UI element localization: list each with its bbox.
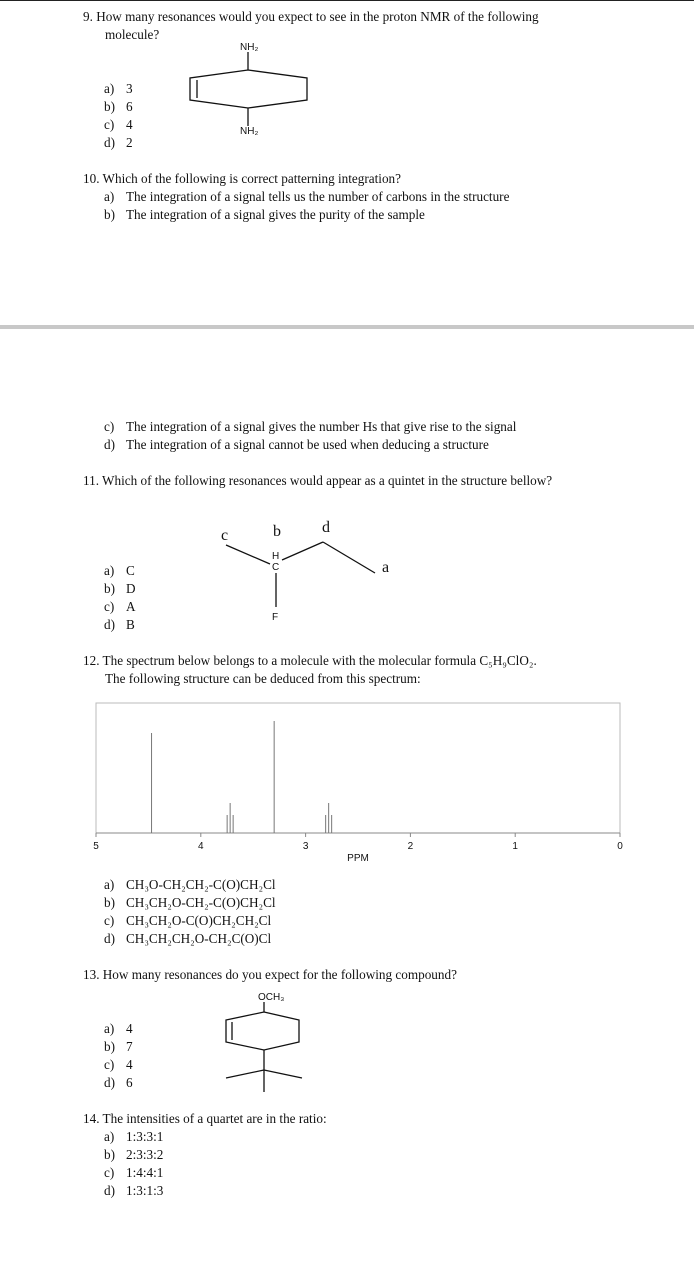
option-text: CH₃CH₂O-C(O)CH₂CH₂Cl bbox=[126, 913, 272, 928]
option-label: a) bbox=[104, 1021, 115, 1036]
q9-option-c[interactable] bbox=[104, 116, 133, 133]
option-label: d) bbox=[104, 437, 115, 452]
option-label: d) bbox=[104, 617, 115, 632]
option-label: c) bbox=[104, 599, 115, 614]
option-label: a) bbox=[104, 189, 115, 204]
option-text: 6 bbox=[126, 99, 133, 114]
q11-option-c[interactable] bbox=[104, 598, 136, 615]
option-text: 1:3:3:1 bbox=[126, 1129, 164, 1144]
q13-option-c[interactable] bbox=[104, 1056, 133, 1073]
option-text: B bbox=[126, 617, 135, 632]
option-text: 4 bbox=[126, 117, 133, 132]
option-text: 1:3:1:3 bbox=[126, 1183, 164, 1198]
q10-option-a[interactable] bbox=[104, 188, 509, 205]
option-text: CH₃O-CH₂CH₂-C(O)CH₂Cl bbox=[126, 877, 276, 892]
option-label: d) bbox=[104, 1075, 115, 1090]
q11-option-b[interactable] bbox=[104, 580, 136, 597]
q14-option-b[interactable] bbox=[104, 1146, 163, 1163]
question-13-text: 13. How many resonances do you expect for the following compound? bbox=[83, 967, 457, 982]
option-text: C bbox=[126, 563, 135, 578]
q9-option-a[interactable] bbox=[104, 80, 133, 97]
option-text: A bbox=[126, 599, 136, 614]
nmr-spectrum-chart bbox=[90, 700, 630, 870]
q12-option-b[interactable] bbox=[104, 894, 276, 911]
option-label: b) bbox=[104, 207, 115, 222]
q11-option-d[interactable] bbox=[104, 616, 135, 633]
q10-option-b[interactable] bbox=[104, 206, 425, 223]
option-label: c) bbox=[104, 1057, 115, 1072]
q9-option-d[interactable] bbox=[104, 134, 133, 151]
option-label: c) bbox=[104, 419, 115, 434]
x-axis-label: PPM bbox=[347, 853, 369, 864]
option-text: CH₃CH₂O-CH₂-C(O)CH₂Cl bbox=[126, 895, 276, 910]
och3-label: OCH₃ bbox=[258, 992, 285, 1003]
option-label: c) bbox=[104, 913, 115, 928]
label-f: F bbox=[272, 612, 279, 623]
spectrum-frame bbox=[96, 703, 620, 833]
q14-option-d[interactable] bbox=[104, 1182, 163, 1199]
x-tick-label: 5 bbox=[93, 841, 99, 852]
x-tick-label: 1 bbox=[512, 841, 518, 852]
option-label: a) bbox=[104, 877, 115, 892]
option-text: 1:4:4:1 bbox=[126, 1165, 164, 1180]
x-tick-label: 2 bbox=[407, 841, 414, 852]
option-text: 2 bbox=[126, 135, 133, 150]
option-label: b) bbox=[104, 1039, 115, 1054]
option-label: d) bbox=[104, 135, 115, 150]
option-text: 6 bbox=[126, 1075, 133, 1090]
q10-option-d[interactable] bbox=[104, 436, 489, 453]
option-text: The integration of a signal gives the number Hs that give rise to the signal bbox=[126, 419, 517, 434]
q12-option-a[interactable] bbox=[104, 876, 276, 893]
option-label: c) bbox=[104, 117, 115, 132]
top-border bbox=[0, 0, 694, 1]
option-label: b) bbox=[104, 99, 115, 114]
x-tick-label: 0 bbox=[617, 841, 623, 852]
label-b: b bbox=[273, 523, 281, 540]
q13-option-d[interactable] bbox=[104, 1074, 133, 1091]
option-text: 3 bbox=[126, 81, 133, 96]
option-label: a) bbox=[104, 1129, 115, 1144]
option-text: 4 bbox=[126, 1057, 133, 1072]
option-text: The integration of a signal cannot be used when deducing a structure bbox=[126, 437, 489, 452]
option-label: b) bbox=[104, 581, 115, 596]
q11-molecule-diagram bbox=[210, 512, 410, 632]
q14-option-c[interactable] bbox=[104, 1164, 163, 1181]
nmr-peak-triplet bbox=[227, 803, 233, 833]
option-text: The integration of a signal tells us the number of carbons in the structure bbox=[126, 189, 510, 204]
q13-option-a[interactable] bbox=[104, 1020, 133, 1037]
nh2-top-label: NH₂ bbox=[240, 42, 259, 53]
label-carbon: C bbox=[272, 562, 280, 573]
option-label: a) bbox=[104, 81, 115, 96]
label-a: a bbox=[382, 559, 390, 576]
option-text: D bbox=[126, 581, 136, 596]
page-break-divider bbox=[0, 325, 694, 329]
option-text: The integration of a signal gives the purity of the sample bbox=[126, 207, 425, 222]
question-12-text-continued: The following structure can be deduced from this spectrum: bbox=[105, 671, 421, 686]
q12-option-c[interactable] bbox=[104, 912, 271, 929]
x-tick-label: 3 bbox=[302, 841, 309, 852]
q10-option-c[interactable] bbox=[104, 418, 516, 435]
nh2-bottom-label: NH₂ bbox=[240, 126, 259, 137]
option-label: a) bbox=[104, 563, 115, 578]
label-d: d bbox=[322, 519, 330, 536]
option-text: 4 bbox=[126, 1021, 133, 1036]
q14-option-a[interactable] bbox=[104, 1128, 163, 1145]
q12-option-d[interactable] bbox=[104, 930, 271, 947]
q11-option-a[interactable] bbox=[104, 562, 135, 579]
option-label: b) bbox=[104, 1147, 115, 1162]
label-c: c bbox=[221, 527, 229, 544]
q13-molecule-diagram bbox=[218, 988, 318, 1098]
question-9-text: 9. How many resonances would you expect to see in the proton NMR of the following bbox=[83, 9, 539, 24]
x-tick-label: 4 bbox=[198, 841, 204, 852]
nmr-peak-triplet bbox=[326, 803, 332, 833]
option-label: b) bbox=[104, 895, 115, 910]
q13-option-b[interactable] bbox=[104, 1038, 133, 1055]
option-text: 2:3:3:2 bbox=[126, 1147, 164, 1162]
option-label: d) bbox=[104, 931, 115, 946]
question-14-text: 14. The intensities of a quartet are in the ratio: bbox=[83, 1111, 327, 1126]
option-label: c) bbox=[104, 1165, 115, 1180]
question-12-text: 12. The spectrum below belongs to a molecule with the molecular formula C₅H₉ClO₂. bbox=[83, 653, 537, 668]
option-label: d) bbox=[104, 1183, 115, 1198]
option-text: CH₃CH₂CH₂O-CH₂C(O)Cl bbox=[126, 931, 272, 946]
q9-molecule-diagram bbox=[180, 38, 320, 138]
question-10-text: 10. Which of the following is correct patterning integration? bbox=[83, 171, 401, 186]
option-text: 7 bbox=[126, 1039, 133, 1054]
q9-option-b[interactable] bbox=[104, 98, 133, 115]
label-h: H bbox=[272, 551, 280, 562]
question-11-text: 11. Which of the following resonances would appear as a quintet in the structure bellow? bbox=[83, 473, 553, 488]
question-9-text-continued: molecule? bbox=[105, 27, 160, 42]
